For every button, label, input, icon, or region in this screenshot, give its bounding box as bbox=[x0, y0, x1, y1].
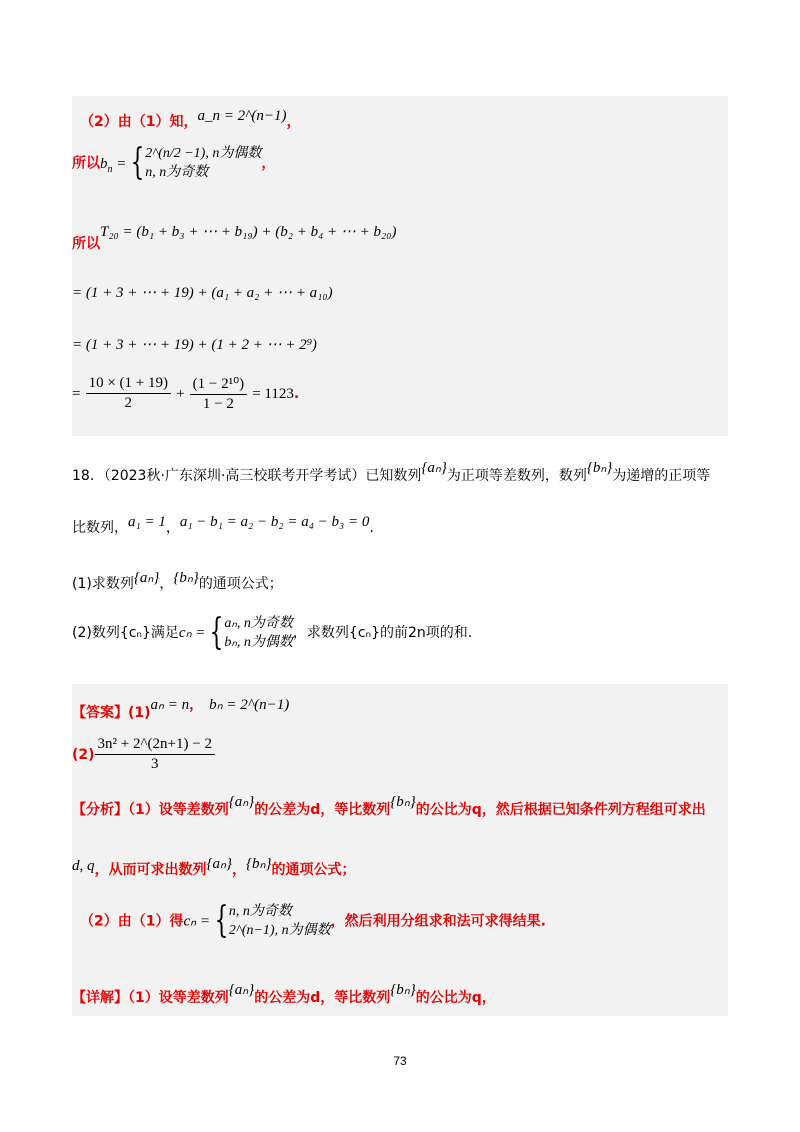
answer-line-1: 【答案】(1)aₙ = n， bₙ = 2^(n−1) bbox=[72, 697, 290, 721]
solution-box-top bbox=[72, 96, 728, 436]
fraction-2: $\frac{\text{(1 − 2¹⁰)}}{1 - 2}$ bbox=[190, 374, 247, 413]
solution-line-1: （2）由（1）知，a_n = 2^(n−1)， bbox=[80, 108, 301, 130]
page-number: 73 bbox=[393, 1054, 407, 1068]
question-18-line-1: 18．（2023秋·广东深圳·高三校联考开学考试）已知数列{aₙ}为正项等差数列，数列{bₙ}为递增的正项等 bbox=[72, 460, 711, 484]
bn-cases: 2^(n/2 −1), n为偶数 n, n为奇数 bbox=[145, 146, 262, 180]
analysis-line-3: （2）由（1）得cₙ = { n, n为奇数 2^(n−1), n为偶数 ，然后利用分组求和法可求得结果. bbox=[80, 900, 546, 941]
analysis-line-1: 【分析】（1）设等差数列{aₙ}的公差为d，等比数列{bₙ}的公比为q，然后根据已知条件列方程组可求出 bbox=[72, 794, 706, 818]
solution-line-2: 所以$b_n$ = { 2^(n/2 −1), n为偶数 n, n为奇数 ， bbox=[72, 142, 276, 183]
solution-line-3: 所以T₂₀ = (b₁ + b₃ + ⋯ + b₁₉) + (b₂ + b₄ + ⋯ + b₂₀) bbox=[72, 224, 397, 252]
solution-line-6: = $\frac{10 \times (1 + 19)}{2}$ + $\frac{\text{(1 − 2¹⁰)}}{1 - 2}$ = 1123. bbox=[72, 375, 300, 412]
solution-line-5: = (1 + 3 + ⋯ + 19) + (1 + 2 + ⋯ + 2⁹) bbox=[72, 337, 317, 353]
question-18-part-2: (2)数列{cₙ}满足cₙ = { aₙ, n为奇数 bₙ, n为偶数 ，求数列{cₙ}的前2n项的和. bbox=[72, 612, 473, 653]
answer-line-2: (2) $\frac{\text{3n² + 2\textasciicircum{}(2n+1) − 2}}{3}$ bbox=[72, 736, 215, 773]
fraction-1: $\frac{10 \times (1 + 19)}{2}$ bbox=[86, 375, 171, 412]
question-18-part-1: (1)求数列{aₙ}，{bₙ}的通项公式； bbox=[72, 570, 283, 592]
answer-fraction: $\frac{\text{3n² + 2\textasciicircum{}(2n+1) − 2}}{3}$ bbox=[95, 736, 215, 773]
analysis-line-2: d, q，从而可求出数列{aₙ}，{bₙ}的通项公式； bbox=[72, 856, 356, 878]
detail-line-1: 【详解】（1）设等差数列{aₙ}的公差为d，等比数列{bₙ}的公比为q， bbox=[72, 982, 496, 1006]
formula-t20: T₂₀ = (b₁ + b₃ + ⋯ + b₁₉) + (b₂ + b₄ + ⋯ + b₂₀) bbox=[100, 224, 397, 240]
question-18-line-2: 比数列，a₁ = 1，a₁ − b₁ = a₂ − b₂ = a₄ − b₃ = 0. bbox=[72, 514, 374, 536]
solution-line-4: = (1 + 3 + ⋯ + 19) + (a₁ + a₂ + ⋯ + a₁₀) bbox=[72, 285, 333, 301]
solution-box-bottom bbox=[72, 684, 728, 1016]
formula-an: a_n = 2^(n−1) bbox=[197, 108, 287, 124]
